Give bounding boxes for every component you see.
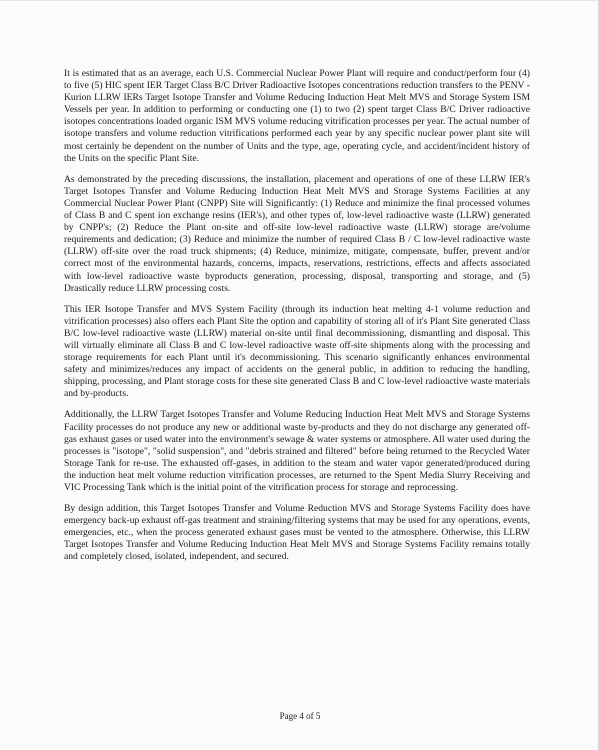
- paragraph-emergency-exhaust: By design addition, this Target Isotopes Transfer and Volume Reduction MVS and Storage Systems Facility does have emergency back-up exhaust off-gas treatment and straining/filtering systems that may be used for any operations, events, emergencies, etc., when the process generated exhaust gases must be vented to the atmosphere. Otherwise, this LLRW Target Isotopes Transfer and Volume Reducing Induction Heat Melt MVS and Storage Systems Facility remains totally and completely closed, isolated, independent, and secured.: [64, 503, 530, 563]
- paragraph-isotope-transfer-estimate: It is estimated that as an average, each U.S. Commercial Nuclear Power Plant will require and conduct/perform four (4) to five (5) HIC spent IER Target Class B/C Driver Radioactive Isotopes concentrations reduction transfers to the PENV - Kurion LLRW IERs Target Isotope Transfer and Volume Reducing Induction Heat Melt MVS and Storage System ISM Vessels per year. In addition to performing or conducting one (1) to two (2) spent target Class B/C Driver radioactive isotopes concentrations loaded organic ISM MVS volume reducing vitrification processes per year. The actual number of isotope transfers and volume reduction vitrifications performed each year by any specific nuclear power plant site will most certainly be dependent on the number of Units and the type, age, operating cycle, and accident/incident history of the Units on the specific Plant Site.: [64, 68, 530, 164]
- page-number-footer: Page 4 of 5: [279, 711, 321, 721]
- scan-edge-top: [0, 0, 600, 1]
- document-body: [64, 68, 530, 573]
- paragraph-no-waste-byproducts: Additionally, the LLRW Target Isotopes Transfer and Volume Reducing Induction Heat Melt MVS and Storage Systems Facility processes do not produce any new or additional waste by-products and they do not discharge any generated off-gas exhaust gases or used water into the environment's sewage & water systems or atmosphere. All water used during the processes is "isotope", "solid suspension", and "debris strained and filtered" before being returned to the Recycled Water Storage Tank for re-use. The exhausted off-gases, in addition to the steam and water vapor generated/produced during the induction heat melt volume reduction vitrification processes, are returned to the Spent Media Slurry Receiving and VIC Processing Tank which is the initial point of the vitrification process for storage and reprocessing.: [64, 409, 530, 493]
- paragraph-facility-benefits: As demonstrated by the preceding discussions, the installation, placement and operations of one of these LLRW IER's Target Isotopes Transfer and Volume Reducing Induction Heat Melt MVS and Storage Systems Facilities at any Commercial Nuclear Power Plant (CNPP) Site will Significantly: (1) Reduce and minimize the final processed volumes of Class B and C spent ion exchange resins (IER's), and other types of, low-level radioactive waste (LLRW) generated by CNPP's; (2) Reduce the Plant on-site and off-site low-level radioactive waste (LLRW) storage are/volume requirements and dedication; (3) Reduce and minimize the number of required Class B / C low-level radioactive waste (LLRW) off-site over the road truck shipments; (4) Reduce, minimize, mitigate, compensate, buffer, prevent and/or correct most of the environmental hazards, concerns, impacts, reservations, restrictions, effects and affects associated with low-level radioactive waste byproducts generation, processing, disposal, transporting and storage, and (5) Drastically reduce LLRW processing costs.: [64, 173, 530, 294]
- paragraph-onsite-storage: This IER Isotope Transfer and MVS System Facility (through its induction heat melting 4-1 volume reduction and vitrification processes) also offers each Plant Site the option and capability of storing all of it's Plant Site generated Class B/C low-level radioactive waste (LLRW) material on-site until final decommissioning, dismantling and disposal. This will virtually eliminate all Class B and C low-level radioactive waste off-site shipments along with the processing and storage requirements for each Plant until it's decommissioning. This scenario significantly enhances environmental safety and minimizes/reduces any impact of accidents on the general public, in addition to reducing the handling, shipping, processing, and Plant storage costs for these site generated Class B and C low-level radioactive waste materials and by-products.: [64, 303, 530, 400]
